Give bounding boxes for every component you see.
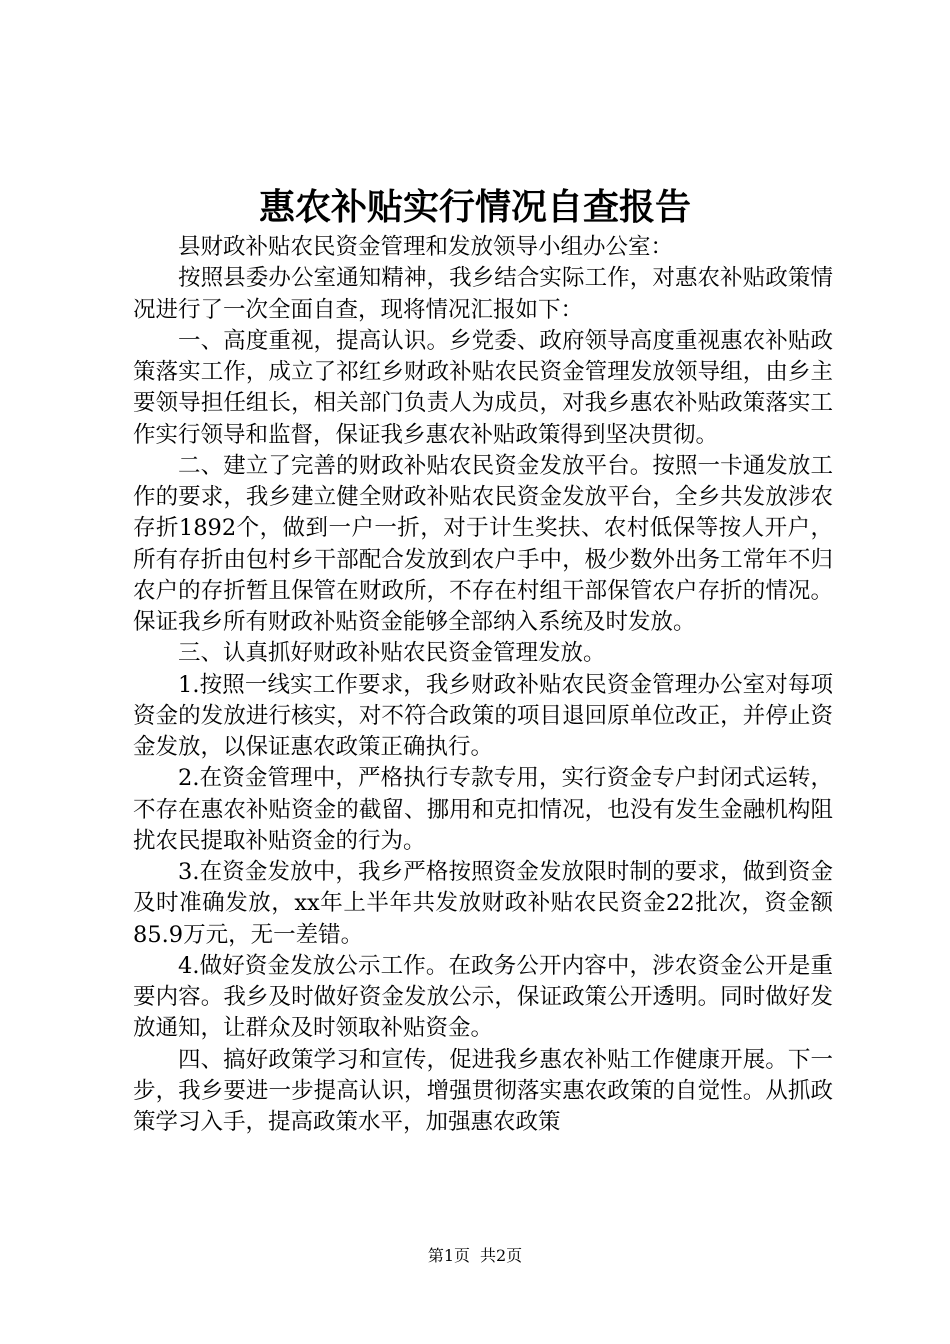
- document-title: 惠农补贴实行情况自查报告: [258, 186, 691, 228]
- paragraph-item-1: 1.按照一线实工作要求，我乡财政补贴农民资金管理办公室对每项资金的发放进行核实，对不符合政策的项目退回原单位改正，并停止资金发放，以保证惠农政策正确执行。: [133, 671, 833, 760]
- paragraph-item-2: 2.在资金管理中，严格执行专款专用，实行资金专户封闭式运转，不存在惠农补贴资金的截留、挪用和克扣情况，也没有发生金融机构阻扰农民提取补贴资金的行为。: [133, 765, 833, 854]
- paragraph-section-2: 二、建立了完善的财政补贴农民资金发放平台。按照一卡通发放工作的要求，我乡建立健全财政补贴农民资金发放平台，全乡共发放涉农存折1892个，做到一户一折，对于计生奖扶、农村低保等按人开户，所有存折由包村乡干部配合发放到农户手中，极少数外出务工常年不归农户的存折暂且保管在财政所，不存在村组干部保管农户存折的情况。保证我乡所有财政补贴资金能够全部纳入系统及时发放。: [133, 452, 833, 635]
- page-number-total: 共2页: [480, 1246, 523, 1265]
- document-body: [133, 232, 833, 1138]
- paragraph-intro: 按照县委办公室通知精神，我乡结合实际工作，对惠农补贴政策情况进行了一次全面自查，现将情况汇报如下：: [133, 265, 833, 323]
- page-number-current: 第1页: [427, 1246, 470, 1265]
- paragraph-item-3: 3.在资金发放中，我乡严格按照资金发放限时制的要求，做到资金及时准确发放，xx年上半年共发放财政补贴农民资金22批次，资金额85.9万元，无一差错。: [133, 859, 833, 948]
- paragraph-section-1: 一、高度重视，提高认识。乡党委、政府领导高度重视惠农补贴政策落实工作，成立了祁红乡财政补贴农民资金管理发放领导组，由乡主要领导担任组长，相关部门负责人为成员，对我乡惠农补贴政策落实工作实行领导和监督，保证我乡惠农补贴政策得到坚决贯彻。: [133, 327, 833, 448]
- paragraph-section-3-heading: 三、认真抓好财政补贴农民资金管理发放。: [178, 640, 606, 667]
- paragraph-salutation: 县财政补贴农民资金管理和发放领导小组办公室：: [178, 234, 674, 260]
- page-footer: [0, 1246, 950, 1266]
- paragraph-section-4: 四、搞好政策学习和宣传，促进我乡惠农补贴工作健康开展。下一步，我乡要进一步提高认识，增强贯彻落实惠农政策的自觉性。从抓政策学习入手，提高政策水平，加强惠农政策: [133, 1046, 833, 1135]
- paragraph-item-4: 4.做好资金发放公示工作。在政务公开内容中，涉农资金公开是重要内容。我乡及时做好资金发放公示，保证政策公开透明。同时做好发放通知，让群众及时领取补贴资金。: [133, 952, 833, 1042]
